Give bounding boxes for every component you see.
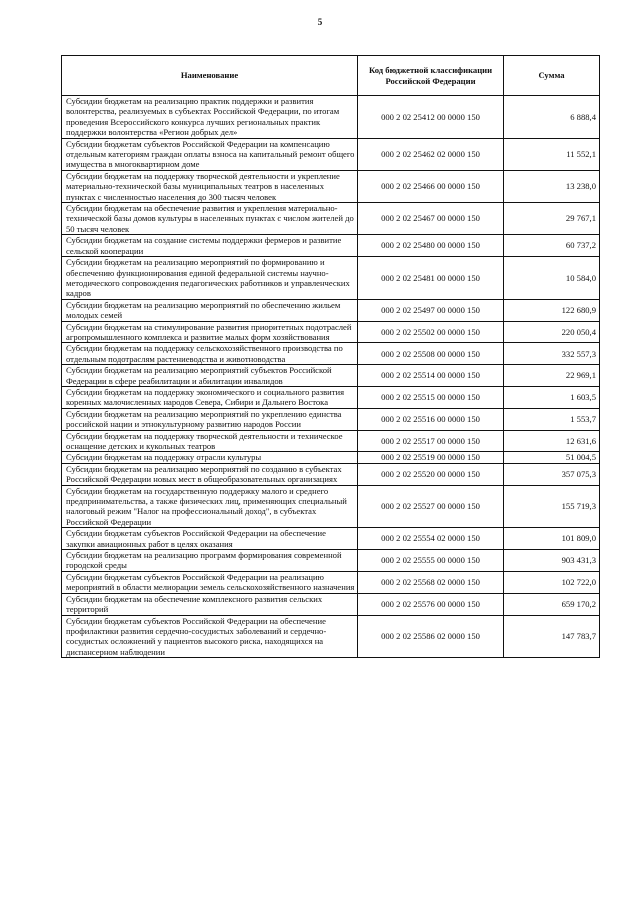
table-row (62, 593, 600, 615)
row-code: 000 2 02 25508 00 0000 150 (358, 343, 504, 365)
row-name: Субсидии бюджетам субъектов Российской Федерации на реализацию мероприятий в области мелиорации земель сельскохозяйственного назначения (62, 571, 358, 593)
row-name: Субсидии бюджетам на реализацию мероприятий по созданию в субъектах Российской Федерации новых мест в общеобразовательных организациях (62, 463, 358, 485)
row-code: 000 2 02 25514 00 0000 150 (358, 365, 504, 387)
page-number: 5 (317, 17, 323, 27)
row-name: Субсидии бюджетам на реализацию мероприятий субъектов Российской Федерации в сфере реабилитации и абилитации инвалидов (62, 365, 358, 387)
row-name: Субсидии бюджетам на поддержку творческой деятельности и техническое оснащение детских и кукольных театров (62, 430, 358, 452)
table-row (62, 615, 600, 658)
row-name: Субсидии бюджетам на поддержку творческой деятельности и укрепление материально-технической базы муниципальных театров в населенных пунктах с численностью населения до 300 тысяч человек (62, 170, 358, 202)
table-row (62, 550, 600, 572)
table-row (62, 343, 600, 365)
row-name: Субсидии бюджетам на стимулирование развития приоритетных подотраслей агропромышленного комплекса и развитие малых форм хозяйствования (62, 321, 358, 343)
row-amount: 1 553,7 (504, 408, 600, 430)
table-row (62, 463, 600, 485)
table-header-row (62, 56, 600, 96)
table-row (62, 386, 600, 408)
table-row (62, 96, 600, 139)
row-name: Субсидии бюджетам субъектов Российской Федерации на обеспечение закупки авиационных работ в целях оказания (62, 528, 358, 550)
row-name: Субсидии бюджетам на поддержку сельскохозяйственного производства по отдельным подотраслям растениеводства и животноводства (62, 343, 358, 365)
row-amount: 220 050,4 (504, 321, 600, 343)
row-amount: 10 584,0 (504, 257, 600, 300)
row-code: 000 2 02 25497 00 0000 150 (358, 299, 504, 321)
row-name: Субсидии бюджетам на реализацию мероприятий по формированию и обеспечению функционирования единой федеральной системы научно-методического сопровождения педагогических работников и управленческих кадров (62, 257, 358, 300)
row-code: 000 2 02 25481 00 0000 150 (358, 257, 504, 300)
row-amount: 22 969,1 (504, 365, 600, 387)
row-name: Субсидии бюджетам на реализацию программ формирования современной городской среды (62, 550, 358, 572)
table-body (62, 96, 600, 658)
row-amount: 101 809,0 (504, 528, 600, 550)
row-code: 000 2 02 25576 00 0000 150 (358, 593, 504, 615)
row-code: 000 2 02 25554 02 0000 150 (358, 528, 504, 550)
row-amount: 6 888,4 (504, 96, 600, 139)
row-name: Субсидии бюджетам субъектов Российской Федерации на компенсацию отдельным категориям граждан оплаты взноса на капитальный ремонт общего имущества в многоквартирном доме (62, 138, 358, 170)
header-code: Код бюджетной классификации Российской Федерации (358, 56, 504, 96)
table-row (62, 299, 600, 321)
row-code: 000 2 02 25480 00 0000 150 (358, 235, 504, 257)
row-amount: 12 631,6 (504, 430, 600, 452)
row-code: 000 2 02 25466 00 0000 150 (358, 170, 504, 202)
table-row (62, 257, 600, 300)
row-code: 000 2 02 25412 00 0000 150 (358, 96, 504, 139)
row-code: 000 2 02 25462 02 0000 150 (358, 138, 504, 170)
table-row (62, 138, 600, 170)
row-amount: 13 238,0 (504, 170, 600, 202)
table-row (62, 430, 600, 452)
row-name: Субсидии бюджетам на обеспечение комплексного развития сельских территорий (62, 593, 358, 615)
table-row (62, 321, 600, 343)
row-amount: 29 767,1 (504, 203, 600, 235)
row-amount: 1 603,5 (504, 386, 600, 408)
row-name: Субсидии бюджетам на поддержку экономического и социального развития коренных малочисленных народов Севера, Сибири и Дальнего Востока (62, 386, 358, 408)
header-amount: Сумма (504, 56, 600, 96)
table-row (62, 365, 600, 387)
row-name: Субсидии бюджетам на реализацию практик поддержки и развития волонтерства, реализуемых в субъектах Российской Федерации, по итогам проведения Всероссийского конкурса лучших региональных практик поддержки волонтерства «Регион добрых дел» (62, 96, 358, 139)
table-row (62, 452, 600, 463)
row-code: 000 2 02 25502 00 0000 150 (358, 321, 504, 343)
row-code: 000 2 02 25516 00 0000 150 (358, 408, 504, 430)
row-name: Субсидии бюджетам на реализацию мероприятий по укреплению единства российской нации и этнокультурному развитию народов России (62, 408, 358, 430)
row-name: Субсидии бюджетам на поддержку отрасли культуры (62, 452, 358, 463)
table-row (62, 571, 600, 593)
row-name: Субсидии бюджетам на обеспечение развития и укрепления материально-технической базы домов культуры в населенных пунктах с числом жителей до 50 тысяч человек (62, 203, 358, 235)
row-code: 000 2 02 25555 00 0000 150 (358, 550, 504, 572)
table-row (62, 170, 600, 202)
table-row (62, 485, 600, 528)
row-amount: 60 737,2 (504, 235, 600, 257)
row-amount: 102 722,0 (504, 571, 600, 593)
row-code: 000 2 02 25515 00 0000 150 (358, 386, 504, 408)
header-name: Наименование (62, 56, 358, 96)
table-row (62, 203, 600, 235)
row-amount: 11 552,1 (504, 138, 600, 170)
row-code: 000 2 02 25586 02 0000 150 (358, 615, 504, 658)
row-amount: 122 680,9 (504, 299, 600, 321)
table-row (62, 235, 600, 257)
row-amount: 357 075,3 (504, 463, 600, 485)
row-code: 000 2 02 25527 00 0000 150 (358, 485, 504, 528)
row-amount: 903 431,3 (504, 550, 600, 572)
row-name: Субсидии бюджетам на создание системы поддержки фермеров и развитие сельской кооперации (62, 235, 358, 257)
row-code: 000 2 02 25467 00 0000 150 (358, 203, 504, 235)
budget-table (61, 55, 600, 658)
row-code: 000 2 02 25520 00 0000 150 (358, 463, 504, 485)
row-amount: 155 719,3 (504, 485, 600, 528)
table-row (62, 408, 600, 430)
table-row (62, 528, 600, 550)
row-code: 000 2 02 25568 02 0000 150 (358, 571, 504, 593)
row-amount: 51 004,5 (504, 452, 600, 463)
row-name: Субсидии бюджетам на государственную поддержку малого и среднего предпринимательства, а также физических лиц, применяющих специальный налоговый режим "Налог на профессиональный доход", в субъектах Российской Федерации (62, 485, 358, 528)
row-name: Субсидии бюджетам на реализацию мероприятий по обеспечению жильем молодых семей (62, 299, 358, 321)
row-name: Субсидии бюджетам субъектов Российской Федерации на обеспечение профилактики развития сердечно-сосудистых заболеваний и сердечно-сосудистых осложнений у пациентов высокого риска, находящихся на диспансерном наблюдении (62, 615, 358, 658)
row-code: 000 2 02 25519 00 0000 150 (358, 452, 504, 463)
row-amount: 332 557,3 (504, 343, 600, 365)
row-code: 000 2 02 25517 00 0000 150 (358, 430, 504, 452)
row-amount: 147 783,7 (504, 615, 600, 658)
row-amount: 659 170,2 (504, 593, 600, 615)
